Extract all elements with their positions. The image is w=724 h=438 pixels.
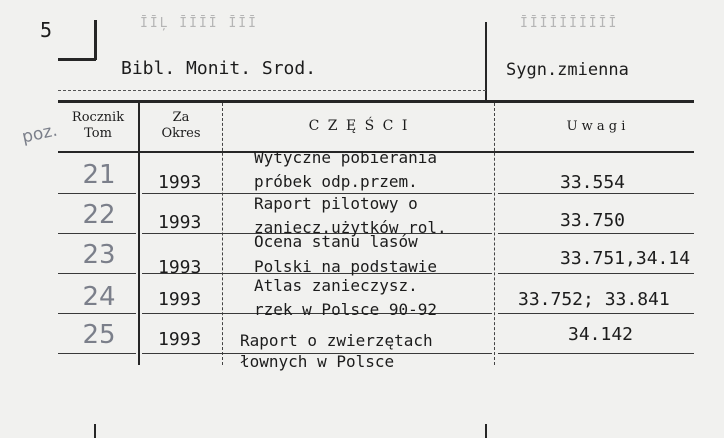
header-rocznik: Rocznik: [71, 110, 125, 125]
tom-number-row-4: 24: [82, 282, 116, 312]
year-row-3: 1993: [158, 257, 202, 278]
part-line2-row-3: Polski na podstawie: [254, 257, 438, 276]
row-line-remarks-5: [498, 353, 694, 354]
header-top-rule: [58, 100, 694, 103]
remarks-row-3: 33.751,34.14: [560, 248, 691, 269]
year-row-2: 1993: [158, 212, 202, 233]
column-divider-1: [138, 103, 140, 365]
tom-number-row-2: 22: [82, 200, 116, 230]
header-uwagi: U w a g i: [566, 119, 626, 134]
header-okres: Okres: [161, 126, 201, 141]
part-line2-row-2: zaniecz.użytków rol.: [254, 218, 447, 237]
remarks-row-5: 34.142: [568, 324, 634, 345]
row-line-remarks-4: [498, 313, 694, 314]
faint-header-left: ĪĪĻ ĪĪĪĪ ĪĪĪ: [140, 16, 258, 31]
row-line-remarks-2: [498, 233, 694, 234]
row-line-remarks-3: [498, 273, 694, 274]
row-line-tom-5: [58, 353, 136, 354]
margin-note: poz.: [20, 120, 60, 148]
tom-number-row-5: 25: [82, 320, 116, 350]
year-row-1: 1993: [158, 172, 202, 193]
corner-mark-vertical: [94, 20, 97, 60]
corner-mark-horizontal: [58, 58, 96, 61]
remarks-row-2: 33.750: [560, 210, 626, 231]
tom-number-row-3: 23: [82, 240, 116, 270]
row-line-tom-3: [58, 273, 136, 274]
part-line1-row-4: Atlas zanieczysz.: [254, 276, 418, 295]
row-line-tom-1: [58, 193, 136, 194]
card-number: 5: [40, 18, 53, 42]
column-divider-2: [222, 103, 223, 365]
row-line-remarks-1: [498, 193, 694, 194]
faint-header-right: ĪĪĪĪĪĪĪĪĪĪ: [520, 16, 619, 31]
tom-number-row-1: 21: [82, 160, 116, 190]
title-underline: [58, 90, 486, 91]
year-row-4: 1993: [158, 289, 202, 310]
part-line1-row-3: Ocena stanu lasów: [254, 232, 418, 251]
part-line1-row-1: Wytyczne pobierania: [254, 148, 438, 167]
part-line1-row-2: Raport pilotowy o: [254, 194, 418, 213]
part-line2-row-1: próbek odp.przem.: [254, 172, 418, 191]
part-line2-row-5: łownych w Polsce: [240, 352, 395, 371]
header-tom: Tom: [84, 126, 112, 141]
bottom-tick-left: [94, 424, 96, 438]
year-row-5: 1993: [158, 329, 202, 350]
bottom-tick-right: [485, 424, 487, 438]
title-divider: [485, 22, 487, 100]
part-line1-row-5: Raport o zwierzętach: [240, 331, 433, 350]
header-za: Za: [172, 110, 190, 125]
part-line2-row-4: rzek w Polsce 90-92: [254, 300, 438, 319]
card-title: Bibl. Monit. Srod.: [121, 58, 317, 79]
signature-label: Sygn.zmienna: [506, 60, 629, 80]
row-line-tom-4: [58, 313, 136, 314]
remarks-row-1: 33.554: [560, 172, 626, 193]
remarks-row-4: 33.752; 33.841: [518, 289, 670, 310]
column-divider-3: [494, 103, 495, 365]
row-line-tom-2: [58, 233, 136, 234]
header-czesci: C Z Ę Ś C I: [308, 118, 410, 134]
